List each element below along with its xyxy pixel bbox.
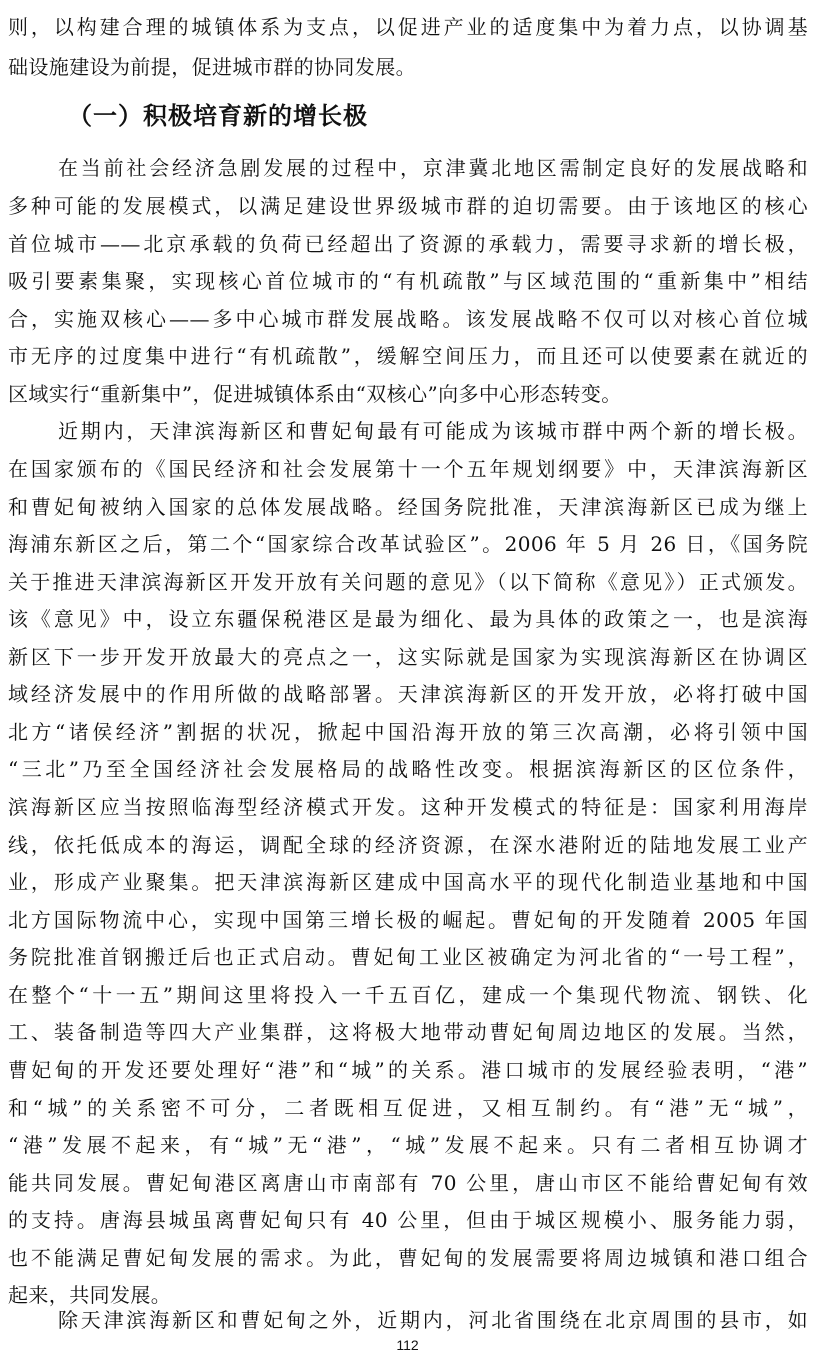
body-line: 合，实施双核心——多中心城市群发展战略。该发展战略不仅可以对核心首位城 — [8, 307, 808, 331]
body-line: 务院批准首钢搬迁后也正式启动。曹妃甸工业区被确定为河北省的“一号工程”， — [8, 945, 808, 969]
page-number: 112 — [396, 1337, 419, 1353]
body-line: 则，以构建合理的城镇体系为支点，以促进产业的适度集中为着力点，以协调基 — [8, 15, 808, 39]
body-line: 首位城市——北京承载的负荷已经超出了资源的承载力，需要寻求新的增长极， — [8, 232, 808, 256]
body-line: 在当前社会经济急剧发展的过程中，京津冀北地区需制定良好的发展战略和 — [58, 156, 808, 180]
body-line: 和“城”的关系密不可分，二者既相互促进，又相互制约。有“港”无“城”， — [8, 1096, 808, 1120]
body-line: 在国家颁布的《国民经济和社会发展第十一个五年规划纲要》中，天津滨海新区 — [8, 457, 808, 481]
body-line: 近期内，天津滨海新区和曹妃甸最有可能成为该城市群中两个新的增长极。 — [58, 419, 808, 443]
body-line: “港”发展不起来，有“城”无“港”，“城”发展不起来。只有二者相互协调才 — [8, 1133, 808, 1157]
body-line: 关于推进天津滨海新区开发开放有关问题的意见》（以下简称《意见》）正式颁发。 — [8, 570, 808, 594]
body-line: 域经济发展中的作用所做的战略部署。天津滨海新区的开发开放，必将打破中国 — [8, 682, 808, 706]
body-line: 曹妃甸的开发还要处理好“港”和“城”的关系。港口城市的发展经验表明，“港” — [8, 1058, 808, 1082]
body-line: 业，形成产业聚集。把天津滨海新区建成中国高水平的现代化制造业基地和中国 — [8, 870, 808, 894]
body-line: 能共同发展。曹妃甸港区离唐山市南部有 70 公里，唐山市区不能给曹妃甸有效 — [8, 1171, 808, 1195]
body-line: 新区下一步开发开放最大的亮点之一，这实际就是国家为实现滨海新区在协调区 — [8, 645, 808, 669]
body-line: 多种可能的发展模式，以满足建设世界级城市群的迫切需要。由于该地区的核心 — [8, 194, 808, 218]
body-line: “三北”乃至全国经济社会发展格局的战略性改变。根据滨海新区的区位条件， — [8, 757, 808, 781]
body-line: 也不能满足曹妃甸发展的需求。为此，曹妃甸的发展需要将周边城镇和港口组合 — [8, 1246, 808, 1270]
body-line: 吸引要素集聚，实现核心首位城市的“有机疏散”与区域范围的“重新集中”相结 — [8, 269, 808, 293]
body-line: 的支持。唐海县城虽离曹妃甸只有 40 公里，但由于城区规模小、服务能力弱， — [8, 1208, 808, 1232]
body-line: 工、装备制造等四大产业集群，这将极大地带动曹妃甸周边地区的发展。当然， — [8, 1020, 808, 1044]
body-line: 区域实行“重新集中”，促进城镇体系由“双核心”向多中心形态转变。 — [8, 382, 622, 406]
body-line: 海浦东新区之后，第二个“国家综合改革试验区”。2006 年 5 月 26 日，《国务院 — [8, 532, 808, 556]
body-line: 础设施建设为前提，促进城市群的协同发展。 — [8, 55, 416, 79]
body-line: 线，依托低成本的海运，调配全球的经济资源，在深水港附近的陆地发展工业产 — [8, 833, 808, 857]
body-line: 除天津滨海新区和曹妃甸之外，近期内，河北省围绕在北京周围的县市，如 — [58, 1308, 808, 1332]
body-line: 市无序的过度集中进行“有机疏散”，缓解空间压力，而且还可以使要素在就近的 — [8, 344, 808, 368]
body-line: 北方“诸侯经济”割据的状况，掀起中国沿海开放的第三次高潮，必将引领中国 — [8, 720, 808, 744]
body-line: 该《意见》中，设立东疆保税港区是最为细化、最为具体的政策之一，也是滨海 — [8, 607, 808, 631]
body-line: 北方国际物流中心，实现中国第三增长极的崛起。曹妃甸的开发随着 2005 年国 — [8, 908, 808, 932]
body-line: 在整个“十一五”期间这里将投入一千五百亿，建成一个集现代物流、钢铁、化 — [8, 983, 808, 1007]
document-page — [8, 0, 808, 1364]
body-line: 和曹妃甸被纳入国家的总体发展战略。经国务院批准，天津滨海新区已成为继上 — [8, 495, 808, 519]
body-line: 起来，共同发展。 — [8, 1283, 172, 1307]
body-line: 滨海新区应当按照临海型经济模式开发。这种开发模式的特征是：国家利用海岸 — [8, 795, 808, 819]
section-heading: （一）积极培育新的增长极 — [68, 101, 368, 130]
